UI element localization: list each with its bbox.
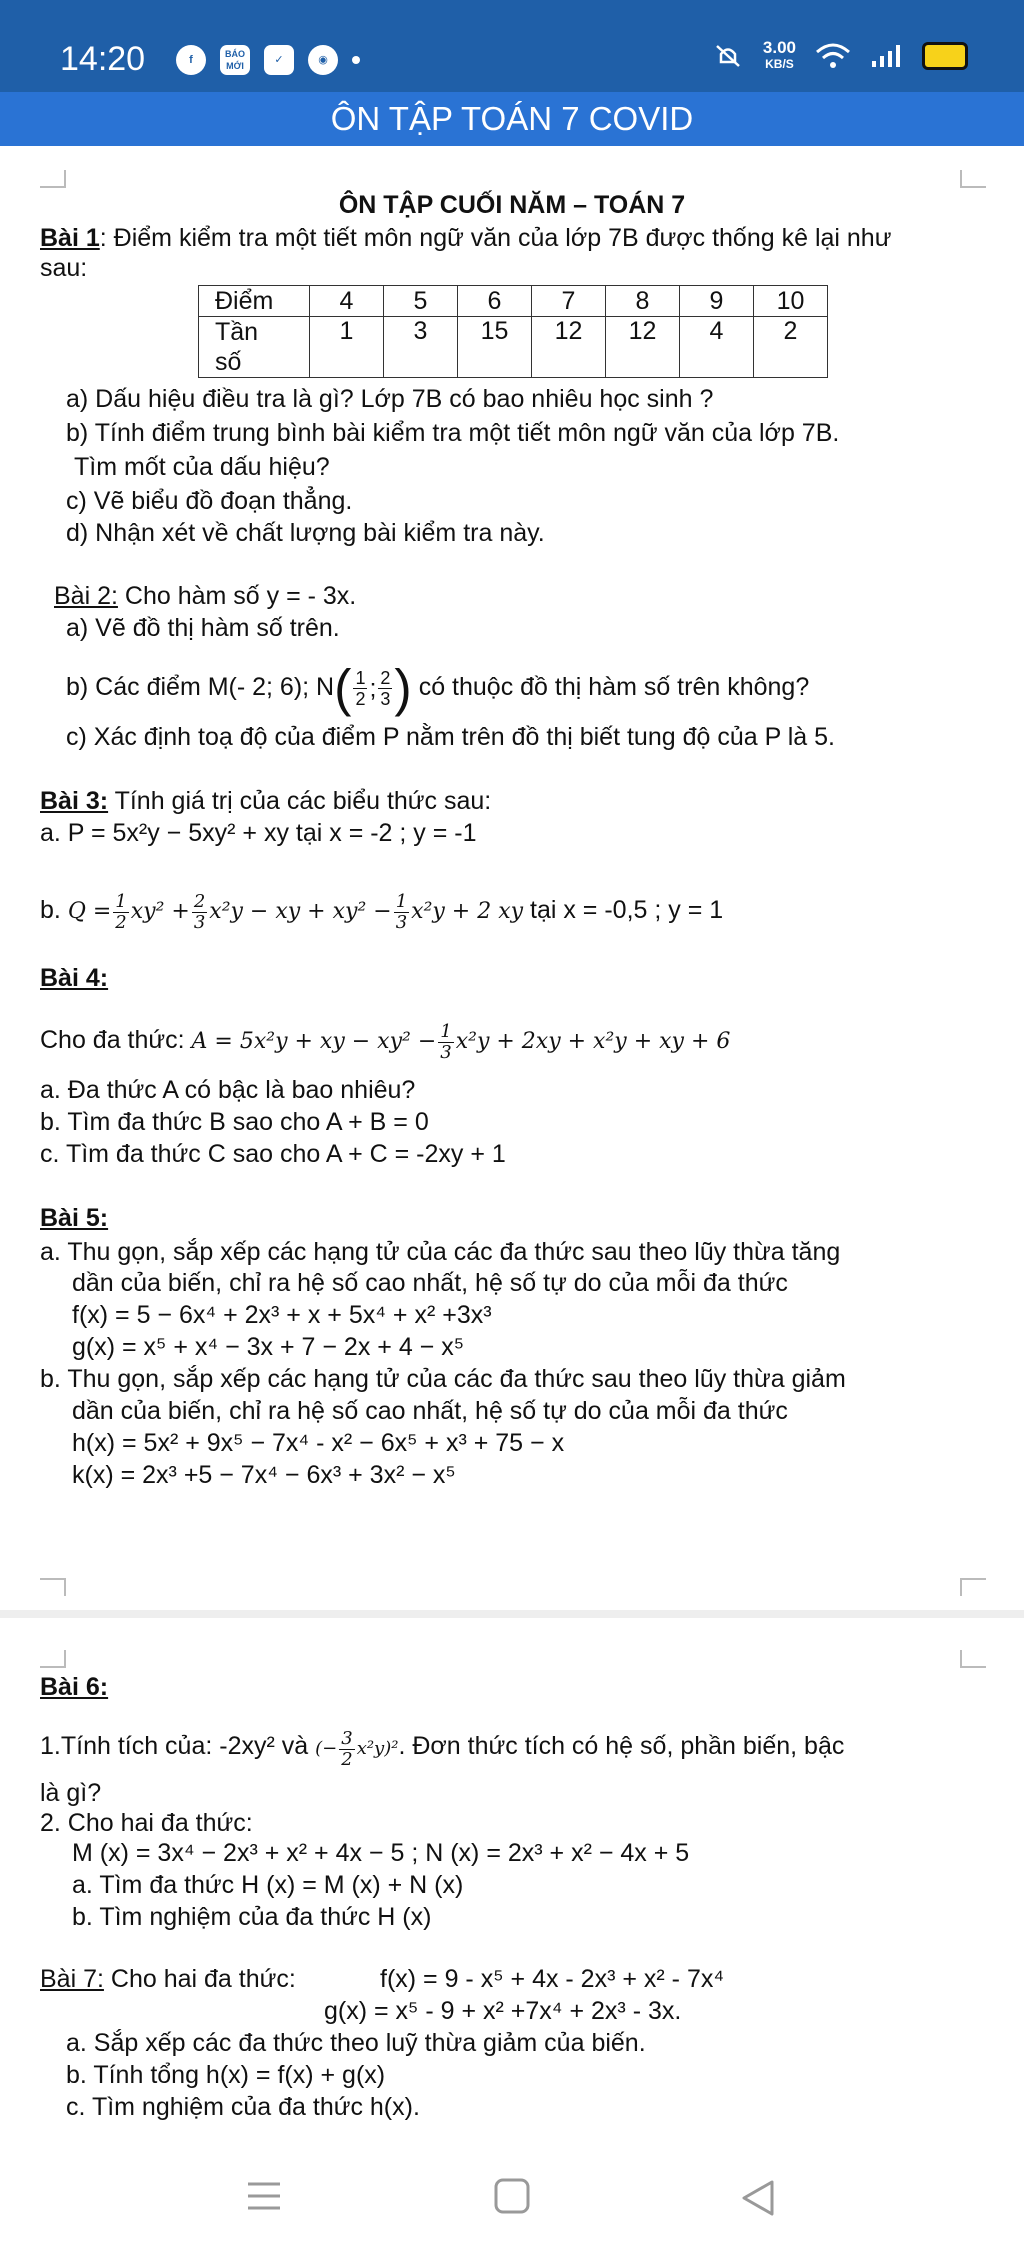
table-cell: 12 [606, 317, 680, 378]
bai3-question-b [40, 880, 723, 942]
page-corner-mark [960, 170, 986, 188]
bai2-label: Bài 2: [54, 582, 118, 610]
header-title: ÔN TẬP TOÁN 7 COVID [330, 100, 694, 137]
bai4-polynomial [40, 1010, 730, 1072]
bai7-question-a: a. Sắp xếp các đa thức theo luỹ thừa giảm của biến. [66, 2029, 646, 2057]
table-cell: 2 [754, 317, 828, 378]
table-header-cell: 9 [680, 286, 754, 317]
table-row [199, 317, 828, 378]
table-cell: 4 [680, 317, 754, 378]
frac-num: 1 [395, 890, 408, 912]
bai3-b-post: tại x = -0,5 ; y = 1 [530, 896, 724, 924]
frac-den: 3 [395, 911, 408, 933]
bai2-b-pre: b) Các điểm M(- 2; 6); N [66, 673, 335, 701]
bai5-heading [40, 1203, 108, 1233]
status-time: 14:20 [60, 40, 146, 78]
bai7-question-b: b. Tính tổng h(x) = f(x) + g(x) [66, 2061, 386, 2089]
facebook-icon: f [176, 45, 206, 75]
expr-text: x²y + 2xy + x²y + xy + 6 [455, 1029, 731, 1054]
frac-den: 2 [115, 911, 127, 933]
bai6-question-b: b. Tìm nghiệm của đa thức H (x) [72, 1903, 432, 1931]
bai4-question-c: c. Tìm đa thức C sao cho A + C = -2xy + 1 [40, 1140, 506, 1168]
bai2-b-post: có thuộc đồ thị hàm số trên không? [418, 673, 810, 701]
menu-icon[interactable] [246, 2178, 282, 2214]
bai1-question-d: d) Nhận xét về chất lượng bài kiểm tra này. [66, 519, 545, 547]
page-corner-mark [960, 1650, 986, 1668]
bai6-heading [40, 1672, 108, 1702]
bai5-question-a: a. Thu gọn, sắp xếp các hạng tử của các đa thức sau theo lũy thừa tăng [40, 1238, 841, 1266]
expr-text: x²y)² [356, 1738, 399, 1759]
expr-text: Q = [67, 899, 112, 924]
expr-text: x²y − xy + xy² − [209, 899, 392, 924]
expression-a [191, 1020, 731, 1063]
bai1-question-a: a) Dấu hiệu điều tra là gì? Lớp 7B có bao nhiêu học sinh ? [66, 385, 714, 413]
document-title: ÔN TẬP CUỐI NĂM – TOÁN 7 [338, 191, 686, 219]
bai1-label: Bài 1 [40, 224, 100, 252]
row-label-line: số [215, 348, 242, 376]
document-page-2 [0, 1618, 1024, 2148]
page-corner-mark [40, 1650, 66, 1668]
paren-close: ) [394, 659, 412, 718]
shield-icon: ✓ [264, 45, 294, 75]
bai6-line-1 [40, 1716, 844, 1779]
frac-den: 2 [341, 1748, 353, 1770]
table-cell: 12 [532, 317, 606, 378]
frac-num: 1 [355, 667, 366, 688]
bai4-question-a: a. Đa thức A có bậc là bao nhiêu? [40, 1076, 416, 1104]
bai7-intro [40, 1964, 296, 1994]
bai6-text: . Đơn thức tích có hệ số, phần biến, bậc [398, 1732, 845, 1760]
bai3-question-a: a. P = 5x²y − 5xy² + xy tại x = -2 ; y = -1 [40, 819, 477, 847]
table-cell: 3 [384, 317, 458, 378]
frac-num: 2 [380, 667, 391, 688]
bai3-b-pre: b. [40, 896, 61, 924]
fraction [113, 892, 128, 933]
polynomial-k: k(x) = 2x³ +5 − 7x⁴ − 6x³ + 3x² − x⁵ [72, 1461, 456, 1489]
frac-num: 2 [193, 890, 206, 912]
fraction [192, 892, 207, 933]
bai6-question-a: a. Tìm đa thức H (x) = M (x) + N (x) [72, 1871, 464, 1899]
frac-den: 3 [193, 911, 206, 933]
bai2-question-a: a) Vẽ đồ thị hàm số trên. [66, 614, 340, 642]
bai4-lead: Cho đa thức: [40, 1026, 185, 1054]
navigation-bar [0, 2148, 1024, 2258]
table-header-cell: 8 [606, 286, 680, 317]
table-row-label [199, 317, 310, 378]
bai3-text: Tính giá trị của các biểu thức sau: [108, 787, 492, 815]
page-corner-mark [40, 170, 66, 188]
fraction [353, 668, 367, 709]
bai5-label: Bài 5: [40, 1204, 109, 1232]
table-header-cell: 6 [458, 286, 532, 317]
expr-text: x²y + 2 xy [411, 899, 524, 924]
bai4-heading [40, 963, 108, 993]
bai1-question-c: c) Vẽ biểu đồ đoạn thẳng. [66, 487, 353, 515]
table-header-cell: 4 [310, 286, 384, 317]
table-header-cell: Điểm [199, 286, 310, 317]
bai5-question-b: b. Thu gọn, sắp xếp các hạng tử của các đa thức sau theo lũy thừa giảm [40, 1365, 846, 1393]
bai1-intro [40, 223, 891, 253]
table-header-cell: 10 [754, 286, 828, 317]
bai2-question-c: c) Xác định toạ độ của điểm P nằm trên đồ thị biết tung độ của P là 5. [66, 723, 836, 751]
chrome-icon: ◉ [308, 45, 338, 75]
expr-text: A = 5x²y + xy − xy² − [191, 1029, 437, 1054]
frac-num: 3 [341, 1727, 353, 1749]
frac-den: 3 [440, 1041, 452, 1063]
frac-den: 3 [380, 688, 391, 709]
fraction [438, 1022, 453, 1063]
bai5-question-a-cont: dần của biến, chỉ ra hệ số cao nhất, hệ số tự do của mỗi đa thức [72, 1269, 788, 1297]
expr-text: xy² + [130, 899, 190, 924]
table-header-cell: 5 [384, 286, 458, 317]
bai2-intro [54, 581, 356, 611]
home-icon[interactable] [494, 2178, 530, 2214]
bai2-question-b: b) Các điểm M(- 2; 6); N( $\frac{1}{2}$ ; $\frac{2}{3}$ ) có thuộc đồ thị hàm số trên không? [66, 659, 810, 718]
bai1-question-b: b) Tính điểm trung bình bài kiểm tra một tiết môn ngữ văn của lớp 7B. [66, 419, 840, 447]
bai7-label: Bài 7: [40, 1965, 104, 1993]
frac-num: 1 [115, 890, 127, 912]
fraction [394, 892, 409, 933]
fraction [378, 668, 392, 709]
bai6-line-3: 2. Cho hai đa thức: [40, 1809, 253, 1837]
row-label-line: Tần [215, 318, 259, 346]
table-cell: 1 [310, 317, 384, 378]
paren-open: ( [334, 659, 352, 718]
bai7-question-c: c. Tìm nghiệm của đa thức h(x). [66, 2093, 420, 2121]
bai7-polynomial-g: g(x) = x⁵ - 9 + x² +7x⁴ + 2x³ - 3x. [324, 1997, 682, 2025]
news-icon: BÁO MỚI [220, 45, 250, 75]
bai3-intro [40, 786, 491, 816]
bai2-text: Cho hàm số y = - 3x. [117, 582, 357, 610]
back-icon[interactable] [740, 2178, 776, 2218]
fraction [339, 1729, 354, 1770]
table-header-cell: 7 [532, 286, 606, 317]
polynomial-g: g(x) = x⁵ + x⁴ − 3x + 7 − 2x + 4 − x⁵ [72, 1333, 465, 1361]
bai6-text: 1.Tính tích của: -2xy² và [40, 1732, 309, 1760]
page-corner-mark [960, 1578, 986, 1596]
bai6-polynomials: M (x) = 3x⁴ − 2x³ + x² + 4x − 5 ; N (x) = 2x³ + x² − 4x + 5 [72, 1839, 690, 1867]
bai6-label: Bài 6: [40, 1673, 109, 1701]
table-cell: 15 [458, 317, 532, 378]
expression-q [67, 890, 524, 933]
score-table [198, 285, 828, 378]
bai7-text: Cho hai đa thức: [103, 1965, 296, 1993]
speed-unit: KB/S [765, 57, 794, 71]
bai5-question-b-cont: dần của biến, chỉ ra hệ số cao nhất, hệ số tự do của mỗi đa thức [72, 1397, 788, 1425]
bai3-label: Bài 3: [40, 787, 109, 815]
page-corner-mark [40, 1578, 66, 1596]
monomial-expression [315, 1727, 399, 1770]
polynomial-f: f(x) = 5 − 6x⁴ + 2x³ + x + 5x⁴ + x² +3x³ [72, 1301, 492, 1329]
expr-text: (− [315, 1738, 338, 1759]
bai4-question-b: b. Tìm đa thức B sao cho A + B = 0 [40, 1108, 429, 1136]
frac-num: 1 [440, 1020, 452, 1042]
bai1-text-cont: sau: [40, 254, 88, 282]
frac-den: 2 [355, 688, 366, 709]
bai6-line-2: là gì? [40, 1779, 102, 1807]
bai1-text: : Điểm kiểm tra một tiết môn ngữ văn của lớp 7B được thống kê lại như [99, 224, 892, 252]
page-separator [0, 1610, 1024, 1618]
bai4-label: Bài 4: [40, 964, 109, 992]
polynomial-h: h(x) = 5x² + 9x⁵ − 7x⁴ - x² − 6x⁵ + x³ + 75 − x [72, 1429, 565, 1457]
bai1-question-b-cont: Tìm mốt của dấu hiệu? [74, 453, 330, 481]
bai7-polynomial-f: f(x) = 9 - x⁵ + 4x - 2x³ + x² - 7x⁴ [380, 1965, 725, 1993]
table-row [199, 286, 828, 317]
speed-value: 3.00 [762, 38, 796, 57]
